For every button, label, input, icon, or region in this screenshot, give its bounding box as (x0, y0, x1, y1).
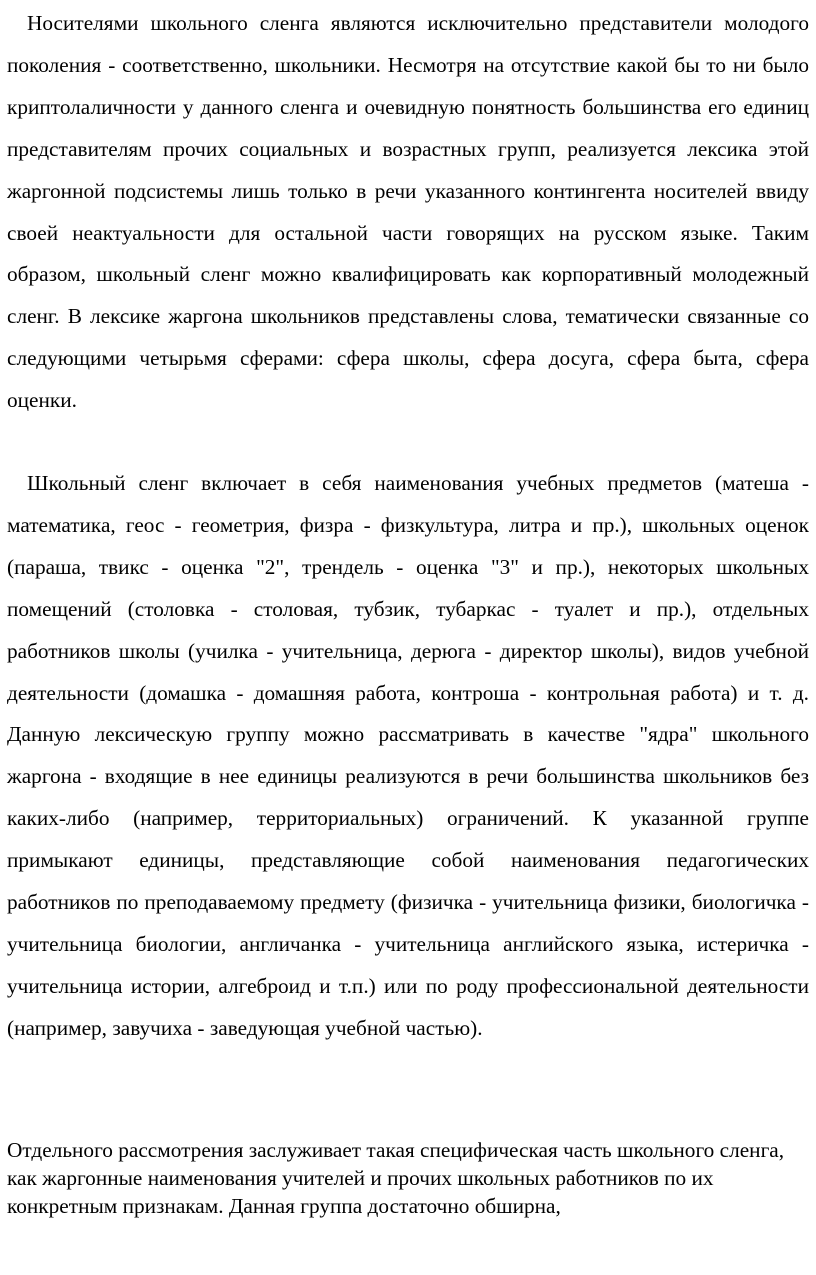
paragraph-school-slang-vocabulary: Школьный сленг включает в себя наименования учебных предметов (матеша - математика, геос - геометрия, физра - физкультура, литра и пр.), школьных оценок (параша, твикс - оценка "2", трендель - оценка "3" и пр.), некоторых школьных помещений (столовка - столовая, тубзик, тубаркас - туалет и пр.), отдельных работников школы (училка - учительница, дерюга - директор школы), видов учебной деятельности (домашка - домашняя работа, контроша - контрольная работа) и т. д. Данную лексическую группу можно рассматривать в качестве "ядра" школьного жаргона - входящие в нее единицы реализуются в речи большинства школьников без каких-либо (например, территориальных) ограничений. К указанной группе примыкают единицы, представляющие собой наименования педагогических работников по преподаваемому предмету (физичка - учительница физики, биологичка - учительница биологии, англичанка - учительница английского языка, истеричка - учительница истории, алгеброид и т.п.) или по роду профессиональной деятельности (например, завучиха - заведующая учебной частью). (7, 471, 809, 1040)
paragraph-teacher-nicknames: Отдельного рассмотрения заслуживает такая специфическая часть школьного сленга, как жаргонные наименования учителей и прочих школьных работников по их конкретным признакам. Данная группа достаточно обширна, (7, 1138, 785, 1218)
paragraph-school-slang-speakers: Носителями школьного сленга являются исключительно представители молодого поколения - соответственно, школьники. Несмотря на отсутствие какой бы то ни было криптолаличности у данного сленга и очевидную понятность большинства его единиц представителям прочих социальных и возрастных групп, реализуется лексика этой жаргонной подсистемы лишь только в речи указанного контингента носителей ввиду своей неактуальности для остальной части говорящих на русском языке. Таким образом, школьный сленг можно квалифицировать как корпоративный молодежный сленг. В лексике жаргона школьников представлены слова, тематически связанные со следующими четырьмя сферами: сфера школы, сфера досуга, сфера быта, сфера оценки. (7, 11, 809, 413)
